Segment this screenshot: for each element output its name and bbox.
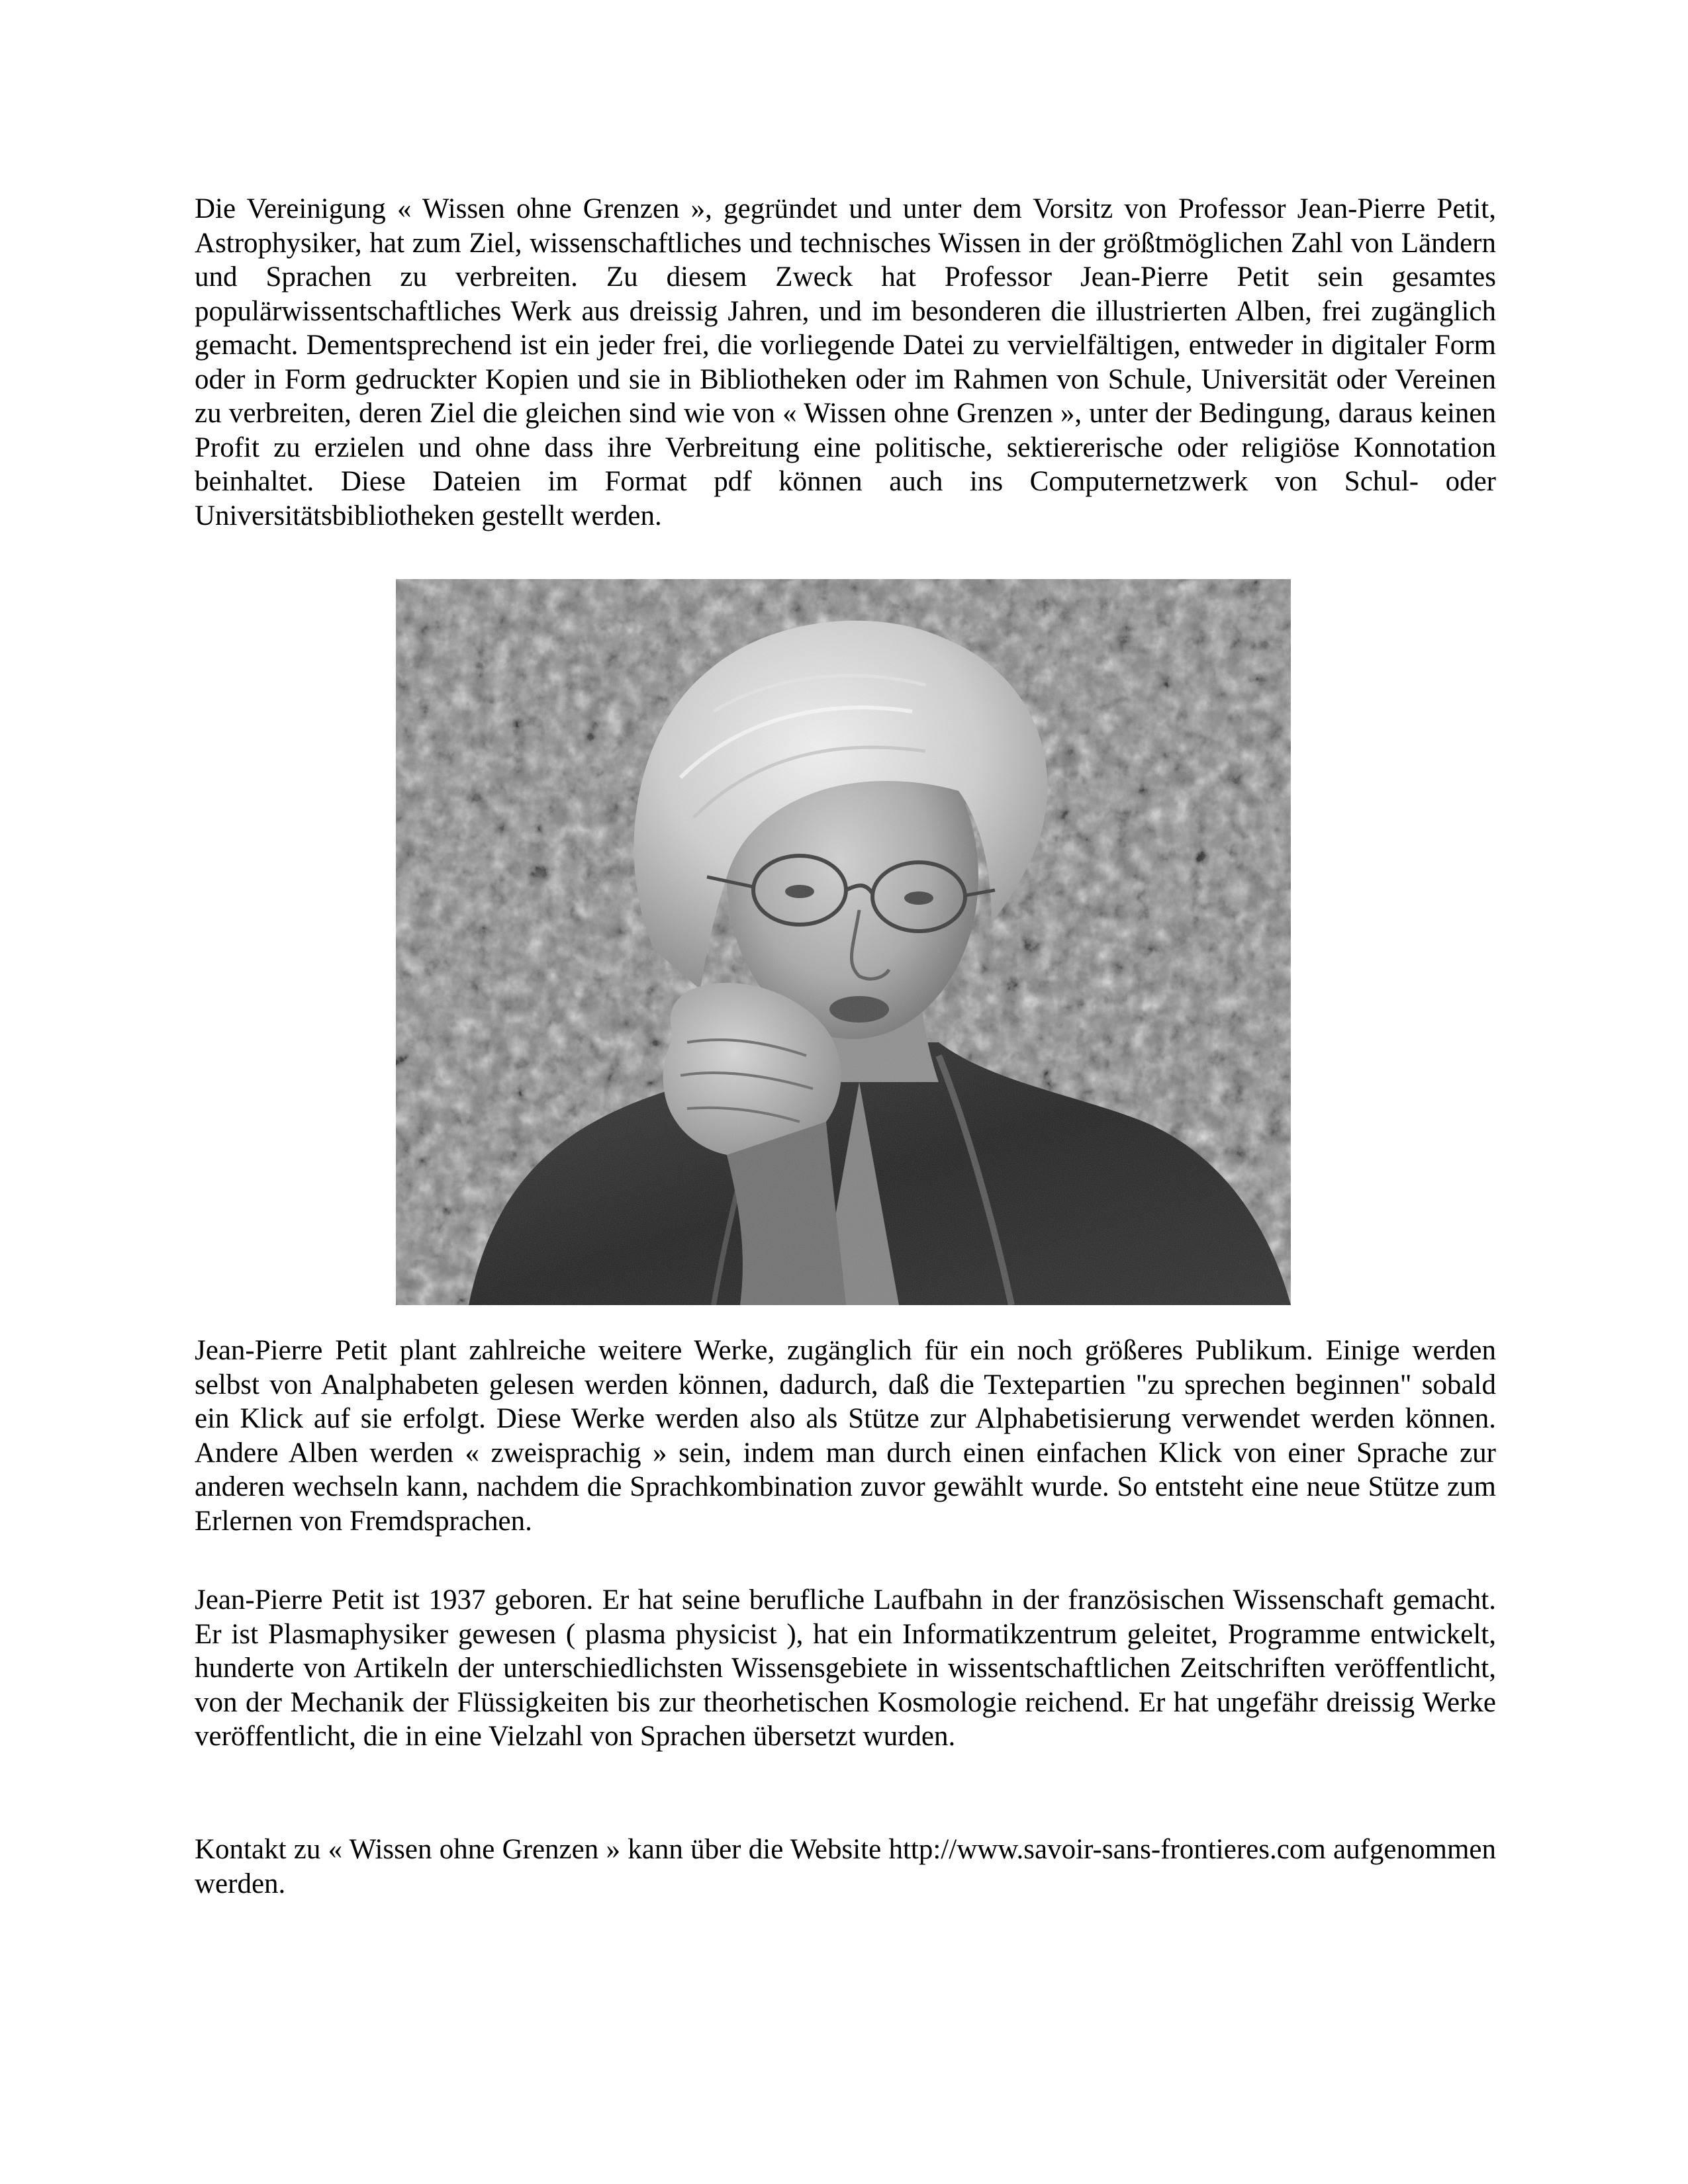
contact-paragraph: Kontakt zu « Wissen ohne Grenzen » kann über die Website http://www.savoir-sans-frontieres.com aufgenommen werden. bbox=[195, 1834, 1496, 1899]
portrait-photo bbox=[396, 579, 1291, 1305]
intro-paragraph: Die Vereinigung « Wissen ohne Grenzen », gegründet und unter dem Vorsitz von Professor Jean-Pierre Petit, Astrophysiker, hat zum Ziel, wissenschaftliches und technisches Wissen in der größtmöglichen Zahl von Ländern und Sprachen zu verbreiten. Zu diesem Zweck hat Professor Jean-Pierre Petit sein gesamtes populärwissentschaftliches Werk aus dreissig Jahren, und im besonderen die illustrierten Alben, frei zugänglich gemacht. Dementsprechend ist ein jeder frei, die vorliegende Datei zu vervielfältigen, entweder in digitaler Form oder in Form gedruckter Kopien und sie in Bibliotheken oder im Rahmen von Schule, Universität oder Vereinen zu verbreiten, deren Ziel die gleichen sind wie von « Wissen ohne Grenzen », unter der Bedingung, daraus keinen Profit zu erzielen und ohne dass ihre Verbreitung eine politische, sektiererische oder religiöse Konnotation beinhaltet. Diese Dateien im Format pdf können auch ins Computernetzwerk von Schul- oder Universitätsbibliotheken gestellt werden. bbox=[195, 193, 1496, 531]
works-paragraph: Jean-Pierre Petit plant zahlreiche weitere Werke, zugänglich für ein noch größeres Publikum. Einige werden selbst von Analphabeten gelesen werden können, dadurch, daß die Textepartien "zu sprechen beginnen" sobald ein Klick auf sie erfolgt. Diese Werke werden also als Stütze zur Alphabetisierung verwendet werden können. Andere Alben werden « zweisprachig » sein, indem man durch einen einfachen Klick von einer Sprache zur anderen wechseln kann, nachdem die Sprachkombination zuvor gewählt wurde. So entsteht eine neue Stütze zum Erlernen von Fremdsprachen. bbox=[195, 1335, 1496, 1537]
biography-paragraph: Jean-Pierre Petit ist 1937 geboren. Er hat seine berufliche Laufbahn in der französischen Wissenschaft gemacht. Er ist Plasmaphysiker gewesen ( plasma physicist ), hat ein Informatikzentrum geleitet, Programme entwickelt, hunderte von Artikeln der unterschiedlichsten Wissensgebiete in wissentschaftlichen Zeitschriften veröffentlicht, von der Mechanik der Flüssigkeiten bis zur theorhetischen Kosmologie reichend. Er hat ungefähr dreissig Werke veröffentlicht, die in eine Vielzahl von Sprachen übersetzt wurden. bbox=[195, 1584, 1496, 1752]
portrait-photo-icon bbox=[396, 579, 1291, 1305]
